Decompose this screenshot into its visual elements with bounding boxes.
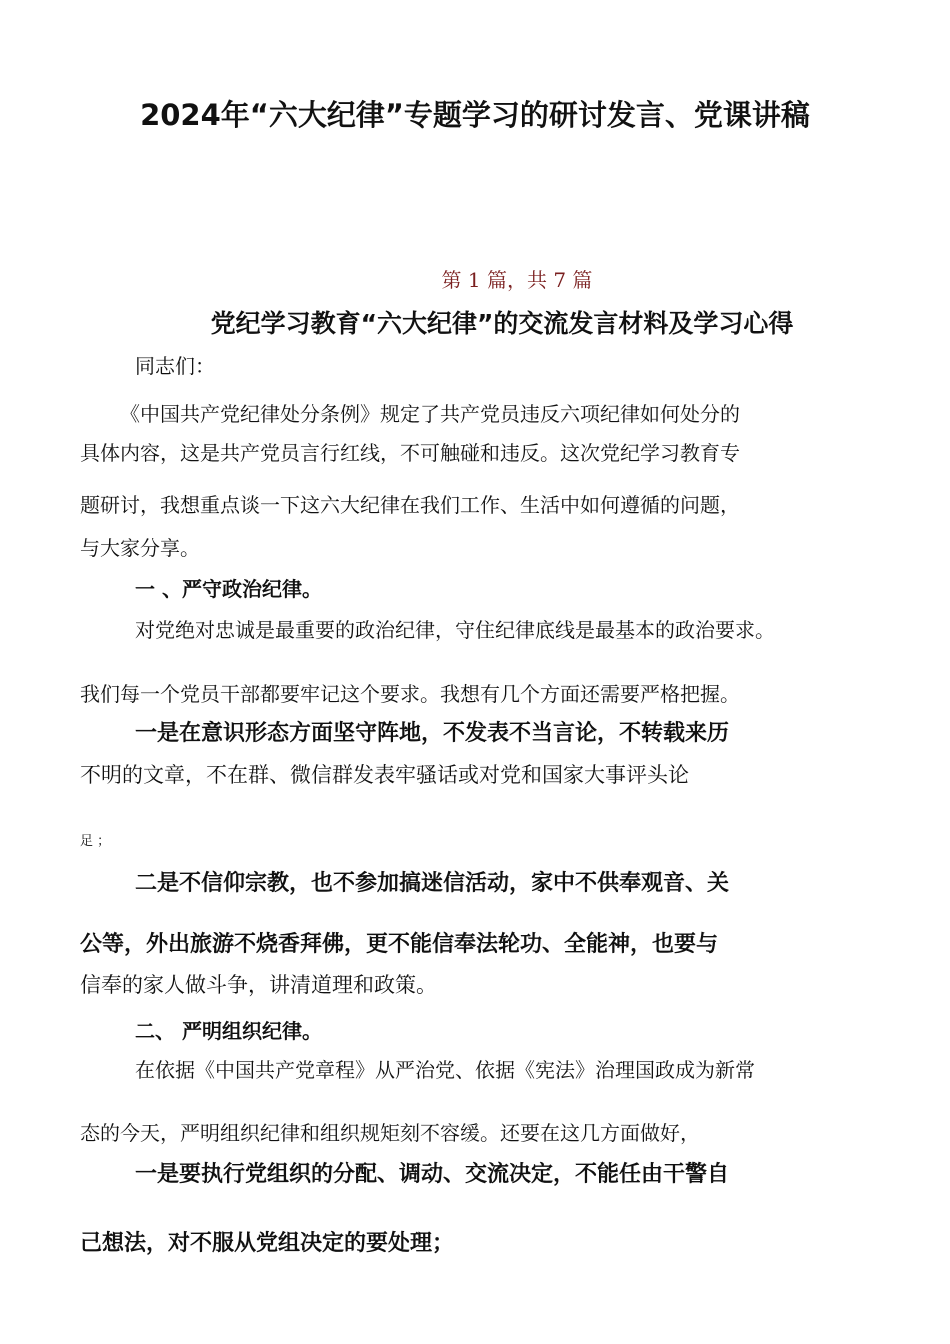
- bold-paragraph-line: 公等，外出旅游不烧香拜佛，更不能信奉法轮功、全能神，也要与: [80, 931, 719, 957]
- paragraph-line: 在依据《中国共产党章程》从严治党、依据《宪法》治理国政成为新常: [135, 1058, 755, 1082]
- document-title: 2024年“六大纪律”专题学习的研讨发言、党课讲稿: [140, 98, 810, 132]
- part-label: 第 1 篇，共 7 篇: [441, 268, 593, 292]
- paragraph-line: 我们每一个党员干部都要牢记这个要求。我想有几个方面还需要严格把握。: [80, 682, 740, 706]
- paragraph-line: 题研讨，我想重点谈一下这六大纪律在我们工作、生活中如何遵循的问题，: [80, 493, 740, 517]
- bold-paragraph-line: 一是要执行党组织的分配、调动、交流决定，不能任由干警自: [135, 1161, 730, 1187]
- speech-title: 党纪学习教育“六大纪律”的交流发言材料及学习心得: [210, 309, 794, 338]
- paragraph-line: 态的今天，严明组织纪律和组织规矩刻不容缓。还要在这几方面做好，: [80, 1121, 700, 1145]
- bold-paragraph-line: 己想法，对不服从党组决定的要处理；: [80, 1230, 455, 1256]
- paragraph-line: 具体内容，这是共产党员言行红线，不可触碰和违反。这次党纪学习教育专: [80, 441, 740, 465]
- bold-paragraph-line: 一是在意识形态方面坚守阵地，不发表不当言论，不转载来历: [135, 720, 730, 746]
- salutation: 同志们：: [135, 354, 215, 378]
- bold-paragraph-line: 二是不信仰宗教，也不参加搞迷信活动，家中不供奉观音、关: [135, 870, 730, 896]
- paragraph-line: 不明的文章，不在群、微信群发表牢骚话或对党和国家大事评头论: [80, 763, 689, 787]
- paragraph-line: 信奉的家人做斗争，讲清道理和政策。: [80, 973, 437, 997]
- section-heading: 一 、严守政治纪律。: [135, 577, 322, 601]
- paragraph-line: 足 ；: [80, 834, 111, 849]
- section-heading: 二、 严明组织纪律。: [135, 1019, 322, 1043]
- paragraph-line: 《中国共产党纪律处分条例》规定了共产党员违反六项纪律如何处分的: [120, 402, 740, 426]
- paragraph-line: 与大家分享。: [80, 536, 200, 560]
- paragraph-line: 对党绝对忠诚是最重要的政治纪律，守住纪律底线是最基本的政治要求。: [135, 618, 775, 642]
